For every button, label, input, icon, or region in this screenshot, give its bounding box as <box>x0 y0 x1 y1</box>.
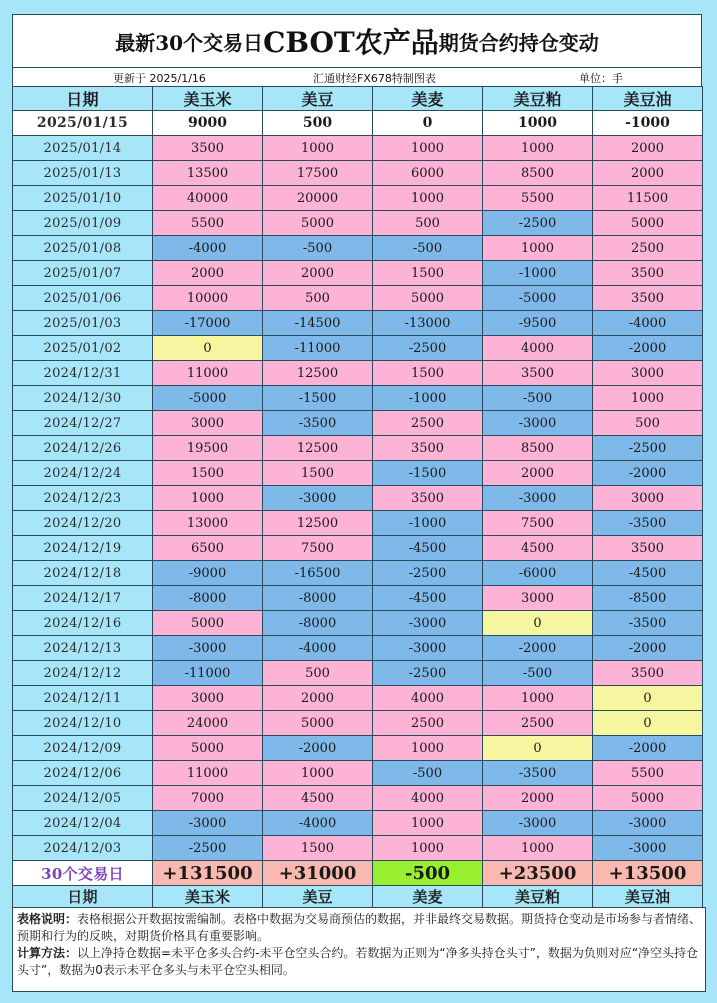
value-cell-corn: -3000 <box>153 811 263 836</box>
date-cell: 2024/12/06 <box>13 761 153 786</box>
value-cell-wheat: -2500 <box>373 661 483 686</box>
total-cell-corn: +131500 <box>153 861 263 886</box>
value-cell-corn: 3000 <box>153 411 263 436</box>
date-cell: 2024/12/03 <box>13 836 153 861</box>
value-cell-soyoil: 11500 <box>593 186 703 211</box>
table-row <box>13 361 703 386</box>
date-cell: 2024/12/30 <box>13 386 153 411</box>
value-cell-corn: 3500 <box>153 136 263 161</box>
value-cell-wheat: 1000 <box>373 836 483 861</box>
date-cell: 2025/01/10 <box>13 186 153 211</box>
notes-box <box>12 907 706 992</box>
value-cell-soymeal: 3500 <box>483 361 593 386</box>
value-cell-soybean: 12500 <box>263 436 373 461</box>
value-cell-soymeal: 1000 <box>483 836 593 861</box>
subheader <box>12 68 702 86</box>
date-cell: 2024/12/31 <box>13 361 153 386</box>
value-cell-corn: -3000 <box>153 636 263 661</box>
table-row <box>13 586 703 611</box>
value-cell-wheat: 0 <box>373 111 483 136</box>
value-cell-soymeal: -500 <box>483 386 593 411</box>
value-cell-wheat: 1500 <box>373 261 483 286</box>
value-cell-wheat: 1000 <box>373 136 483 161</box>
value-cell-wheat: -4500 <box>373 586 483 611</box>
value-cell-corn: -4000 <box>153 236 263 261</box>
value-cell-wheat: -1500 <box>373 461 483 486</box>
value-cell-soybean: 17500 <box>263 161 373 186</box>
col-header-corn: 美玉米 <box>153 87 263 111</box>
value-cell-soybean: 1500 <box>263 461 373 486</box>
notes-calc-label: 计算方法： <box>17 946 78 960</box>
value-cell-soyoil: 3000 <box>593 361 703 386</box>
col-header-date: 日期 <box>13 87 153 111</box>
value-cell-soyoil: 0 <box>593 711 703 736</box>
table-body <box>13 87 703 908</box>
value-cell-soybean: 12500 <box>263 361 373 386</box>
table-row <box>13 261 703 286</box>
unit-label: 单位：手 <box>579 72 623 85</box>
value-cell-soyoil: 5500 <box>593 761 703 786</box>
table-row <box>13 411 703 436</box>
value-cell-wheat: -13000 <box>373 311 483 336</box>
date-cell: 2024/12/10 <box>13 711 153 736</box>
table-row <box>13 136 703 161</box>
value-cell-soyoil: -3000 <box>593 811 703 836</box>
date-cell: 2024/12/27 <box>13 411 153 436</box>
value-cell-corn: 10000 <box>153 286 263 311</box>
date-cell: 2025/01/02 <box>13 336 153 361</box>
value-cell-soymeal: 1000 <box>483 111 593 136</box>
title-part-1: 最新30个交易日 <box>115 30 264 55</box>
value-cell-soyoil: -8500 <box>593 586 703 611</box>
value-cell-wheat: -4500 <box>373 536 483 561</box>
value-cell-soybean: -2000 <box>263 736 373 761</box>
date-cell: 2024/12/26 <box>13 436 153 461</box>
title-part-3: 期货合约持仓变动 <box>438 30 599 55</box>
value-cell-wheat: 4000 <box>373 686 483 711</box>
value-cell-corn: 1000 <box>153 486 263 511</box>
value-cell-corn: -2500 <box>153 836 263 861</box>
value-cell-soybean: 5000 <box>263 211 373 236</box>
value-cell-soyoil: -2500 <box>593 436 703 461</box>
header-row <box>13 87 703 111</box>
value-cell-corn: 1500 <box>153 461 263 486</box>
value-cell-soyoil: 3500 <box>593 286 703 311</box>
value-cell-soybean: 500 <box>263 111 373 136</box>
table-row <box>13 836 703 861</box>
table-row <box>13 286 703 311</box>
total-cell-wheat: -500 <box>373 861 483 886</box>
value-cell-soymeal: -5000 <box>483 286 593 311</box>
value-cell-soymeal: 4500 <box>483 536 593 561</box>
value-cell-soybean: -14500 <box>263 311 373 336</box>
value-cell-soybean: -3000 <box>263 486 373 511</box>
value-cell-soybean: 2000 <box>263 261 373 286</box>
table-row <box>13 611 703 636</box>
value-cell-corn: 24000 <box>153 711 263 736</box>
date-cell: 2025/01/08 <box>13 236 153 261</box>
value-cell-soybean: -500 <box>263 236 373 261</box>
value-cell-corn: 9000 <box>153 111 263 136</box>
footer-col-header: 美麦 <box>373 886 483 908</box>
value-cell-wheat: -1000 <box>373 511 483 536</box>
value-cell-soymeal: -3000 <box>483 486 593 511</box>
value-cell-wheat: -500 <box>373 761 483 786</box>
date-cell: 2024/12/19 <box>13 536 153 561</box>
date-cell: 2025/01/07 <box>13 261 153 286</box>
value-cell-corn: 6500 <box>153 536 263 561</box>
value-cell-soybean: 2000 <box>263 686 373 711</box>
table-row <box>13 186 703 211</box>
table-row <box>13 761 703 786</box>
value-cell-soyoil: -4500 <box>593 561 703 586</box>
value-cell-soymeal: 4000 <box>483 336 593 361</box>
total-label: 30个交易日 <box>13 861 153 886</box>
date-cell: 2025/01/03 <box>13 311 153 336</box>
footer-col-header: 美豆粕 <box>483 886 593 908</box>
value-cell-wheat: 1500 <box>373 361 483 386</box>
source-label: 汇通财经FX678特制图表 <box>313 72 436 85</box>
page-title <box>12 14 702 68</box>
value-cell-wheat: 1000 <box>373 811 483 836</box>
value-cell-soymeal: -6000 <box>483 561 593 586</box>
value-cell-soymeal: 5500 <box>483 186 593 211</box>
value-cell-soymeal: -9500 <box>483 311 593 336</box>
value-cell-corn: 7000 <box>153 786 263 811</box>
table-row <box>13 236 703 261</box>
value-cell-soymeal: -1000 <box>483 261 593 286</box>
value-cell-soybean: -3500 <box>263 411 373 436</box>
value-cell-wheat: -1000 <box>373 386 483 411</box>
value-cell-soybean: 12500 <box>263 511 373 536</box>
footer-col-header: 美豆油 <box>593 886 703 908</box>
value-cell-soymeal: 2000 <box>483 461 593 486</box>
table-row <box>13 311 703 336</box>
total-cell-soyoil: +13500 <box>593 861 703 886</box>
date-cell: 2024/12/13 <box>13 636 153 661</box>
value-cell-soyoil: -3500 <box>593 511 703 536</box>
value-cell-soybean: -4000 <box>263 811 373 836</box>
value-cell-corn: -5000 <box>153 386 263 411</box>
value-cell-corn: 11000 <box>153 761 263 786</box>
value-cell-corn: 0 <box>153 336 263 361</box>
value-cell-soymeal: 0 <box>483 736 593 761</box>
date-cell: 2024/12/05 <box>13 786 153 811</box>
value-cell-corn: -8000 <box>153 586 263 611</box>
value-cell-soyoil: -3500 <box>593 611 703 636</box>
value-cell-soybean: -1500 <box>263 386 373 411</box>
date-cell: 2025/01/09 <box>13 211 153 236</box>
value-cell-corn: 13000 <box>153 511 263 536</box>
value-cell-corn: -17000 <box>153 311 263 336</box>
table-row <box>13 161 703 186</box>
table-row <box>13 336 703 361</box>
value-cell-soyoil: -1000 <box>593 111 703 136</box>
value-cell-soybean: 4500 <box>263 786 373 811</box>
value-cell-wheat: 3500 <box>373 486 483 511</box>
value-cell-soybean: -4000 <box>263 636 373 661</box>
footer-col-header: 美玉米 <box>153 886 263 908</box>
value-cell-wheat: -3000 <box>373 611 483 636</box>
value-cell-wheat: -2500 <box>373 336 483 361</box>
date-cell: 2024/12/20 <box>13 511 153 536</box>
col-header-wheat: 美麦 <box>373 87 483 111</box>
total-cell-soybean: +31000 <box>263 861 373 886</box>
value-cell-wheat: 1000 <box>373 186 483 211</box>
value-cell-wheat: 4000 <box>373 786 483 811</box>
footer-col-header: 日期 <box>13 886 153 908</box>
value-cell-soyoil: 500 <box>593 411 703 436</box>
value-cell-soyoil: -2000 <box>593 736 703 761</box>
value-cell-soybean: 20000 <box>263 186 373 211</box>
total-cell-soymeal: +23500 <box>483 861 593 886</box>
table-row <box>13 486 703 511</box>
value-cell-soymeal: -3000 <box>483 811 593 836</box>
value-cell-corn: -9000 <box>153 561 263 586</box>
value-cell-soybean: 7500 <box>263 536 373 561</box>
value-cell-wheat: 500 <box>373 211 483 236</box>
value-cell-soymeal: 7500 <box>483 511 593 536</box>
table-row <box>13 811 703 836</box>
date-cell: 2024/12/11 <box>13 686 153 711</box>
value-cell-corn: 11000 <box>153 361 263 386</box>
value-cell-soyoil: -2000 <box>593 636 703 661</box>
notes-desc-label: 表格说明： <box>17 912 78 926</box>
value-cell-soybean: -8000 <box>263 611 373 636</box>
date-cell: 2024/12/18 <box>13 561 153 586</box>
value-cell-soyoil: 3500 <box>593 261 703 286</box>
value-cell-wheat: 5000 <box>373 286 483 311</box>
value-cell-soybean: -16500 <box>263 561 373 586</box>
value-cell-soybean: 1000 <box>263 761 373 786</box>
col-header-soybean: 美豆 <box>263 87 373 111</box>
col-header-soymeal: 美豆粕 <box>483 87 593 111</box>
value-cell-soybean: 5000 <box>263 711 373 736</box>
value-cell-soyoil: 2500 <box>593 236 703 261</box>
value-cell-soymeal: 1000 <box>483 236 593 261</box>
value-cell-wheat: -500 <box>373 236 483 261</box>
value-cell-corn: 5000 <box>153 736 263 761</box>
table-row <box>13 786 703 811</box>
value-cell-soyoil: -4000 <box>593 311 703 336</box>
value-cell-corn: 13500 <box>153 161 263 186</box>
date-cell: 2025/01/14 <box>13 136 153 161</box>
date-cell: 2024/12/24 <box>13 461 153 486</box>
date-cell: 2024/12/17 <box>13 586 153 611</box>
total-row <box>13 861 703 886</box>
col-header-soyoil: 美豆油 <box>593 87 703 111</box>
value-cell-soyoil: 0 <box>593 686 703 711</box>
value-cell-soybean: 1000 <box>263 136 373 161</box>
value-cell-corn: 5500 <box>153 211 263 236</box>
value-cell-wheat: 2500 <box>373 411 483 436</box>
value-cell-wheat: 1000 <box>373 736 483 761</box>
value-cell-corn: 2000 <box>153 261 263 286</box>
date-cell: 2025/01/06 <box>13 286 153 311</box>
value-cell-soyoil: 3000 <box>593 486 703 511</box>
value-cell-soymeal: 1000 <box>483 136 593 161</box>
value-cell-soymeal: -2000 <box>483 636 593 661</box>
value-cell-soybean: -8000 <box>263 586 373 611</box>
value-cell-soymeal: 1000 <box>483 686 593 711</box>
value-cell-soymeal: 8500 <box>483 436 593 461</box>
table-row <box>13 636 703 661</box>
value-cell-corn: 40000 <box>153 186 263 211</box>
table-row <box>13 536 703 561</box>
footer-col-header: 美豆 <box>263 886 373 908</box>
value-cell-soyoil: -3000 <box>593 836 703 861</box>
value-cell-soyoil: 5000 <box>593 786 703 811</box>
table-row <box>13 111 703 136</box>
value-cell-corn: 19500 <box>153 436 263 461</box>
value-cell-corn: 5000 <box>153 611 263 636</box>
date-cell: 2024/12/16 <box>13 611 153 636</box>
value-cell-wheat: 2500 <box>373 711 483 736</box>
value-cell-soybean: 500 <box>263 661 373 686</box>
value-cell-soyoil: 5000 <box>593 211 703 236</box>
value-cell-soymeal: 2500 <box>483 711 593 736</box>
table-row <box>13 686 703 711</box>
date-cell: 2025/01/13 <box>13 161 153 186</box>
date-cell: 2024/12/09 <box>13 736 153 761</box>
value-cell-soymeal: 0 <box>483 611 593 636</box>
value-cell-soymeal: -2500 <box>483 211 593 236</box>
table-row <box>13 661 703 686</box>
value-cell-soymeal: -3500 <box>483 761 593 786</box>
value-cell-soyoil: 3500 <box>593 661 703 686</box>
date-cell: 2025/01/15 <box>13 111 153 136</box>
notes-desc-text: 表格根据公开数据按需编制。表格中数据为交易商预估的数据，并非最终交易数据。期货持仓变动是市场参与者情绪、预期和行为的反映，对期货价格具有重要影响。 <box>17 912 702 943</box>
value-cell-soymeal: 8500 <box>483 161 593 186</box>
table-row <box>13 461 703 486</box>
table-row <box>13 736 703 761</box>
date-cell: 2024/12/12 <box>13 661 153 686</box>
value-cell-soymeal: 2000 <box>483 786 593 811</box>
value-cell-corn: 3000 <box>153 686 263 711</box>
value-cell-corn: -11000 <box>153 661 263 686</box>
table-row <box>13 511 703 536</box>
value-cell-soybean: -11000 <box>263 336 373 361</box>
table-row <box>13 436 703 461</box>
value-cell-wheat: -3000 <box>373 636 483 661</box>
value-cell-wheat: 6000 <box>373 161 483 186</box>
value-cell-soyoil: 2000 <box>593 136 703 161</box>
value-cell-soymeal: -500 <box>483 661 593 686</box>
value-cell-wheat: 3500 <box>373 436 483 461</box>
value-cell-soyoil: 2000 <box>593 161 703 186</box>
value-cell-wheat: -2500 <box>373 561 483 586</box>
value-cell-soyoil: -2000 <box>593 461 703 486</box>
table-row <box>13 561 703 586</box>
date-cell: 2024/12/04 <box>13 811 153 836</box>
update-date: 更新于 2025/1/16 <box>113 72 206 85</box>
notes-calc-text: 以上净持仓数据=未平仓多头合约-未平仓空头合约。若数据为正则为“净多头持仓头寸”，数据为负则对应“净空头持仓头寸”，数据为0表示未平仓多头与未平仓空头相同。 <box>17 946 699 977</box>
value-cell-soymeal: -3000 <box>483 411 593 436</box>
title-part-2: CBOT农产品 <box>263 26 439 59</box>
value-cell-soyoil: 3500 <box>593 536 703 561</box>
table-row <box>13 211 703 236</box>
positions-table <box>12 86 703 908</box>
value-cell-soybean: 500 <box>263 286 373 311</box>
table-row <box>13 711 703 736</box>
footer-header-row <box>13 886 703 908</box>
date-cell: 2024/12/23 <box>13 486 153 511</box>
value-cell-soybean: 1500 <box>263 836 373 861</box>
value-cell-soymeal: 3000 <box>483 586 593 611</box>
value-cell-soyoil: 1000 <box>593 386 703 411</box>
table-row <box>13 386 703 411</box>
value-cell-soyoil: -2000 <box>593 336 703 361</box>
